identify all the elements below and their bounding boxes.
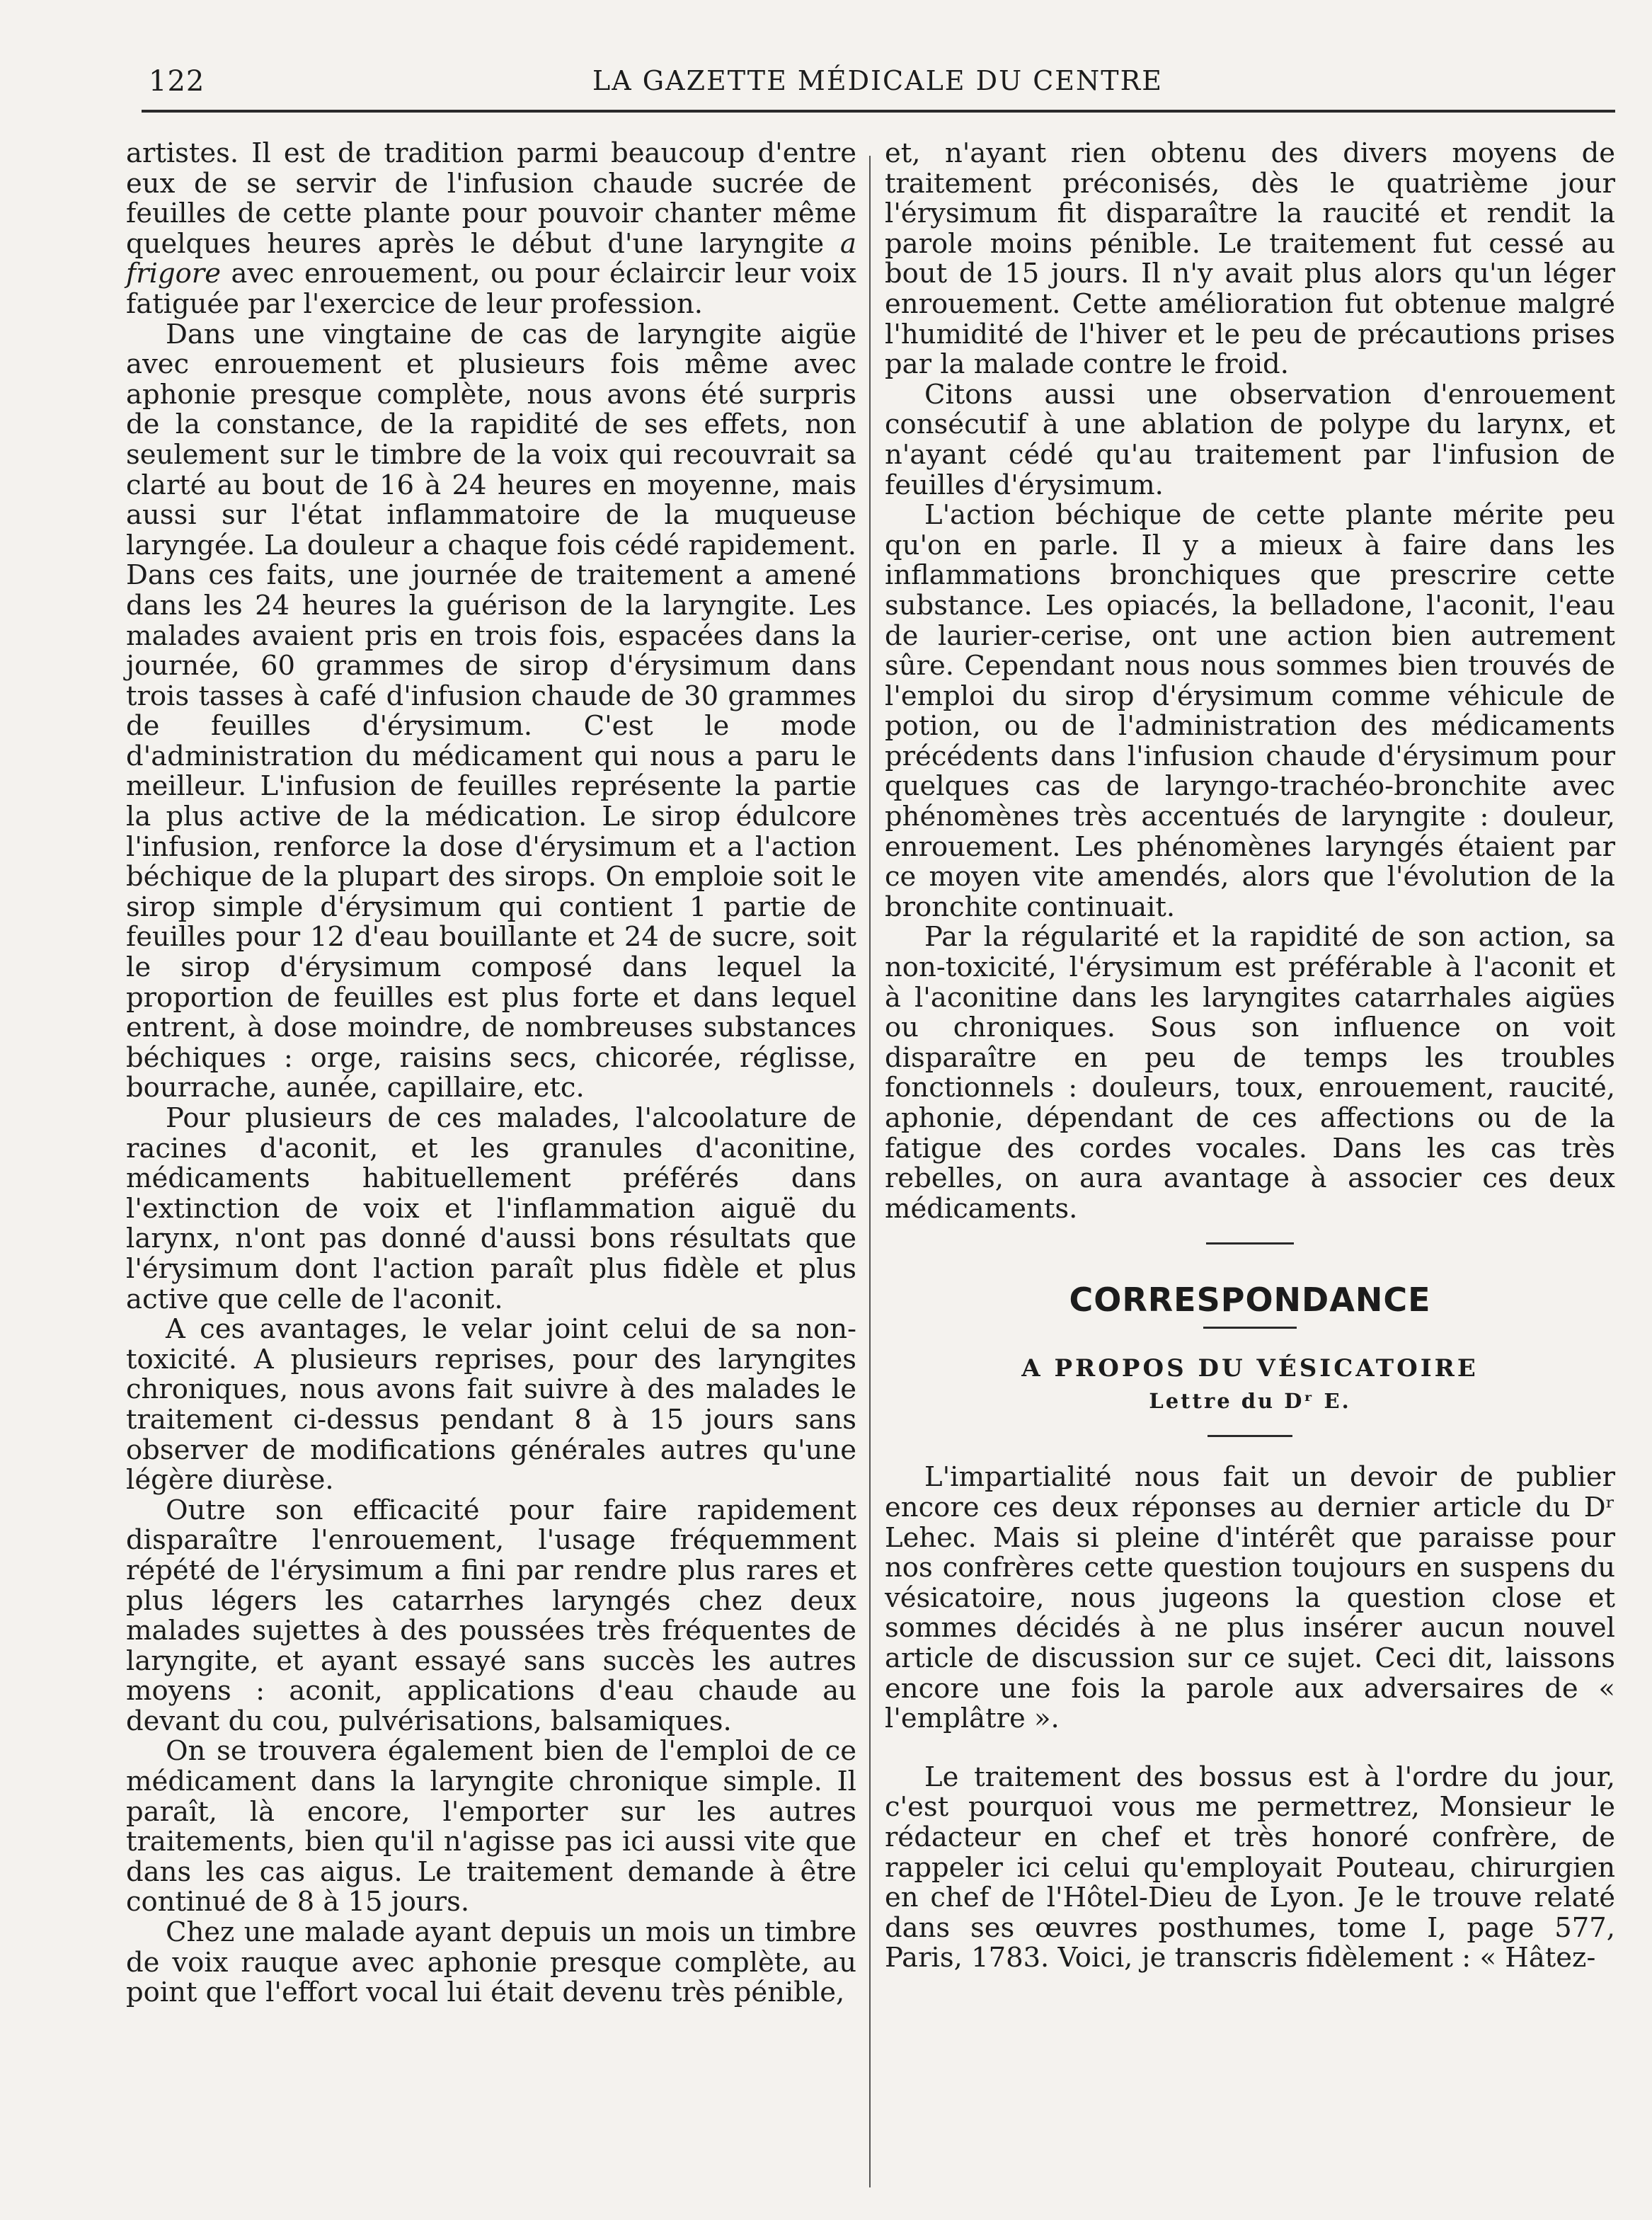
column-divider: [869, 156, 871, 2187]
page-header: [149, 65, 1607, 108]
paragraph: Outre son efficacité pour faire rapidement disparaître l'enrouement, l'usage fréquemment répété de l'érysimum a fini par rendre plus rares et plus légers les catarrhes laryngés chez deux malades sujettes à des poussées très fréquentes de laryngite, et ayant essayé sans succès les autres moyens : aconit, applications d'eau chaude au devant du cou, pulvérisations, balsamiques.: [126, 1494, 856, 1737]
paragraph: Citons aussi une observation d'enrouement consécutif à une ablation de polype du larynx, et n'ayant cédé qu'au traitement par l'infusion de feuilles d'érysimum.: [885, 378, 1615, 501]
byline-separator: [1208, 1435, 1292, 1437]
paragraph-text: avec enrouement, ou pour éclaircir leur voix fatiguée par l'exercice de leur profession.: [126, 258, 856, 320]
paragraph: Le traitement des bossus est à l'ordre du jour, c'est pourquoi vous me permettrez, Monsieur le rédacteur en chef et très honoré confrère, de rappeler ici celui qu'employait Pouteau, chirurgien en chef de l'Hôtel-Dieu de Lyon. Je le trouve relaté dans ses œuvres posthumes, tome I, page 577, Paris, 1783. Voici, je transcris fidèlement : « Hâtez-: [885, 1761, 1615, 1974]
section-separator: [1206, 1242, 1294, 1245]
article-title: A PROPOS DU VÉSICATOIRE: [1021, 1354, 1479, 1383]
title-separator: [1203, 1327, 1297, 1329]
paragraph: L'impartialité nous fait un devoir de publier encore ces deux réponses au dernier article du Dʳ Lehec. Mais si pleine d'intérêt que paraisse pour nos confrères cette question toujours en suspens du vésicatoire, nous jugeons la question close et sommes décidés à ne plus insérer aucun nouvel article de discussion sur ce sujet. Ceci dit, laissons encore une fois la parole aux adversaires de « l'emplâtre ».: [885, 1461, 1615, 1735]
paragraph: et, n'ayant rien obtenu des divers moyens de traitement préconisés, dès le quatrième jour l'érysimum fit disparaître la raucité et rendit la parole moins pénible. Le traitement fut cessé au bout de 15 jours. Il n'y avait plus alors qu'un léger enrouement. Cette amélioration fut obtenue malgré l'humidité de l'hiver et le peu de précautions prises par la malade contre le froid.: [885, 137, 1615, 381]
paragraph-text: artistes. Il est de tradition parmi beaucoup d'entre eux de se servir de l'infusion chaude sucrée de feuilles de cette plante pour pouvoir chanter même quelques heures après le début d'une laryngite: [126, 137, 856, 260]
paragraph: [126, 139, 856, 320]
section-title: CORRESPONDANCE: [1069, 1281, 1431, 1320]
page-number: 122: [149, 65, 205, 98]
header-rule: [142, 110, 1615, 113]
paragraph: On se trouvera également bien de l'emploi de ce médicament dans la laryngite chronique simple. Il paraît, là encore, l'emporter sur les autres traitements, bien qu'il n'agisse pas ici aussi vite que dans les cas aigus. Le traitement demande à être continué de 8 à 15 jours.: [126, 1735, 856, 1918]
journal-title: LA GAZETTE MÉDICALE DU CENTRE: [592, 65, 1163, 96]
left-column: [126, 139, 856, 2008]
paragraph: Chez une malade ayant depuis un mois un timbre de voix rauque avec aphonie presque complète, au point que l'effort vocal lui était devenu très pénible,: [126, 1916, 856, 2009]
latin-phrase: a frigore: [126, 227, 856, 290]
paragraph: L'action béchique de cette plante mérite peu qu'on en parle. Il y a mieux à faire dans les inflammations bronchiques que prescrire cette substance. Les opiacés, la belladone, l'aconit, l'eau de laurier-cerise, ont une action bien autrement sûre. Cependant nous nous sommes bien trouvés de l'emploi du sirop d'érysimum comme véhicule de potion, ou de l'administration des médicaments précédents dans l'infusion chaude d'érysimum pour quelques cas de laryngo-trachéo-bronchite avec phénomènes très accentués de laryngite : douleur, enrouement. Les phénomènes laryngés étaient par ce moyen vite amendés, alors que l'évolution de la bronchite continuait.: [885, 499, 1615, 923]
article-byline: Lettre du Dʳ E.: [1149, 1389, 1351, 1414]
paragraph: Par la régularité et la rapidité de son action, sa non-toxicité, l'érysimum est préférable à l'aconit et à l'aconitine dans les laryngites catarrhales aigües ou chroniques. Sous son influence on voit disparaître en peu de temps les troubles fonctionnels : douleurs, toux, enrouement, raucité, aphonie, dépendant de ces affections ou de la fatigue des cordes vocales. Dans les cas très rebelles, on aura avantage à associer ces deux médicaments.: [885, 921, 1615, 1225]
paragraph: A ces avantages, le velar joint celui de sa non-toxicité. A plusieurs reprises, pour des laryngites chroniques, nous avons fait suivre à des malades le traitement ci-dessus pendant 8 à 15 jours sans observer de modifications générales autres qu'une légère diurèse.: [126, 1313, 856, 1497]
paragraph: Dans une vingtaine de cas de laryngite aigüe avec enrouement et plusieurs fois même avec aphonie presque complète, nous avons été surpris de la constance, de la rapidité de ses effets, non seulement sur le timbre de la voix qui recouvrait sa clarté au bout de 16 à 24 heures en moyenne, mais aussi sur l'état inflammatoire de la muqueuse laryngée. La douleur a chaque fois cédé rapidement. Dans ces faits, une journée de traitement a amené dans les 24 heures la guérison de la laryngite. Les malades avaient pris en trois fois, espacées dans la journée, 60 grammes de sirop d'érysimum dans trois tasses à café d'infusion chaude de 30 grammes de feuilles d'érysimum. C'est le mode d'administration du médicament qui nous a paru le meilleur. L'infusion de feuilles représente la partie la plus active de la médication. Le sirop édulcore l'infusion, renforce la dose d'érysimum et a l'action béchique de la plupart des sirops. On emploie soit le sirop simple d'érysimum qui contient 1 partie de feuilles pour 12 d'eau bouillante et 24 de sucre, soit le sirop d'érysimum composé dans lequel la proportion de feuilles est plus forte et dans lequel entrent, à dose moindre, de nombreuses substances béchiques : orge, raisins secs, chicorée, réglisse, bourrache, aunée, capillaire, etc.: [126, 318, 856, 1104]
paragraph: Pour plusieurs de ces malades, l'alcoolature de racines d'aconit, et les granules d'aconitine, médicaments habituellement préférés dans l'extinction de voix et l'inflammation aiguë du larynx, n'ont pas donné d'aussi bons résultats que l'érysimum dont l'action paraît plus fidèle et plus active que celle de l'aconit.: [126, 1102, 856, 1315]
right-column: [885, 139, 1615, 1974]
